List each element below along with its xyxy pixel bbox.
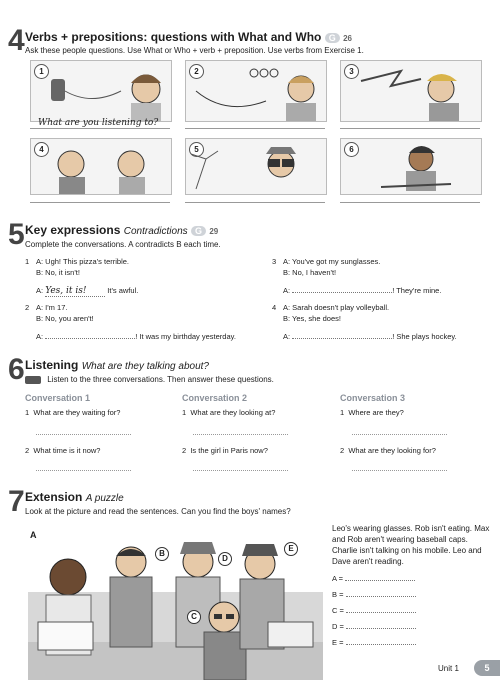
item-4-line-b: B: Yes, she does! — [283, 314, 341, 323]
answer-line-2 — [185, 128, 325, 129]
section-4-instruction: Ask these people questions. Use What or Who + verb + preposition. Use verbs from Exercise 1. — [25, 46, 364, 55]
item-number: 2 — [25, 303, 30, 312]
boy-label-d: D — [218, 552, 232, 566]
response-tail: ! It was my birthday yesterday. — [135, 332, 236, 341]
conv-1-answer-2[interactable] — [36, 470, 131, 471]
picture-number: 4 — [34, 142, 49, 157]
answer-c — [332, 606, 416, 615]
answer-line-4 — [30, 202, 170, 203]
section-4-title — [25, 30, 352, 44]
arguing-boys-illustration — [31, 139, 171, 194]
conversation-2-heading: Conversation 2 — [182, 393, 248, 403]
item-3-line-a: A: You've got my sunglasses. — [283, 257, 381, 266]
section-5-number: 5 — [8, 218, 25, 251]
conv-2-q2 — [182, 446, 268, 455]
binoculars-man-illustration — [186, 139, 326, 194]
section-6-instruction: Listen to the three conversations. Then answer these questions. — [47, 375, 274, 384]
answer-line-5 — [185, 202, 325, 203]
answer-line-3 — [340, 128, 480, 129]
section-7-instruction: Look at the picture and read the sentences. Can you find the boys' names? — [25, 507, 291, 516]
question-number: 1 — [182, 408, 187, 417]
speaker-a-label: A: — [283, 332, 291, 341]
answer-label: E = — [332, 638, 344, 647]
item-4-response — [283, 332, 457, 341]
section-5-title-text: Key expressions — [25, 223, 121, 237]
section-6-instruction-row — [25, 375, 274, 384]
answer-field[interactable] — [346, 638, 416, 645]
answer-field[interactable] — [346, 590, 416, 597]
question-text: What are they looking for? — [348, 446, 436, 455]
picture-number: 5 — [189, 142, 204, 157]
boys-sketch — [28, 522, 323, 680]
conv-3-answer-1[interactable] — [352, 434, 447, 435]
section-6-title-text: Listening — [25, 358, 79, 372]
answer-field[interactable] — [292, 286, 392, 293]
speaker-a-label: A: — [36, 286, 44, 295]
answer-field[interactable] — [346, 622, 416, 629]
answer-e — [332, 638, 416, 647]
picture-number: 6 — [344, 142, 359, 157]
answer-field[interactable] — [292, 332, 392, 339]
conv-2-answer-2[interactable] — [193, 470, 288, 471]
answer-label: A = — [332, 574, 344, 583]
picture-5 — [185, 138, 327, 195]
item-3-line-b: B: No, I haven't! — [283, 268, 337, 277]
conv-1-q2 — [25, 446, 100, 455]
picture-1 — [30, 60, 172, 122]
answer-field[interactable]: Yes, it is! — [45, 286, 105, 297]
grammar-ref-icon: G — [191, 226, 206, 236]
speaker-a-label: A: — [283, 286, 291, 295]
item-number: 4 — [272, 303, 277, 312]
conv-1-answer-1[interactable] — [36, 434, 131, 435]
answer-label: D = — [332, 622, 344, 631]
question-text: What are they waiting for? — [33, 408, 121, 417]
conv-2-answer-1[interactable] — [193, 434, 288, 435]
boy-label-a: A — [30, 530, 37, 540]
question-number: 2 — [340, 446, 345, 455]
section-6-number: 6 — [8, 353, 25, 386]
listening-girl-illustration — [31, 61, 171, 121]
item-3-response — [283, 286, 441, 295]
section-7-title — [25, 490, 124, 504]
section-4-number: 4 — [8, 24, 25, 57]
section-4-title-text: Verbs + prepositions: questions with What and Who — [25, 30, 322, 44]
item-1-line-a: A: Ugh! This pizza's terrible. — [36, 257, 129, 266]
picture-3 — [340, 60, 482, 122]
conv-3-q1 — [340, 408, 404, 417]
section-5-instruction: Complete the conversations. A contradicts B each time. — [25, 240, 221, 249]
question-number: 1 — [25, 408, 30, 417]
answer-d — [332, 622, 416, 631]
question-number: 2 — [182, 446, 187, 455]
conversation-1-heading: Conversation 1 — [25, 393, 91, 403]
unit-label: Unit 1 — [438, 664, 459, 673]
page-number: 5 — [474, 660, 500, 676]
thinking-girl-illustration — [186, 61, 326, 121]
answer-1-text: What are you listening to? — [38, 118, 159, 128]
item-number: 3 — [272, 257, 277, 266]
boy-label-b: B — [155, 547, 169, 561]
item-4-line-a: A: Sarah doesn't play volleyball. — [283, 303, 390, 312]
conversation-3-heading: Conversation 3 — [340, 393, 406, 403]
answer-label: C = — [332, 606, 344, 615]
grammar-ref-number: 29 — [209, 227, 219, 236]
boy-label-c: C — [187, 610, 201, 624]
section-5-title — [25, 223, 218, 237]
answer-line-6 — [340, 202, 480, 203]
section-5-subtitle: Contradictions — [123, 226, 188, 237]
item-2-line-b: B: No, you aren't! — [36, 314, 94, 323]
question-number: 2 — [25, 446, 30, 455]
picture-2 — [185, 60, 327, 122]
grammar-ref-icon: G — [325, 33, 340, 43]
section-7-subtitle: A puzzle — [85, 493, 124, 504]
girl-on-bike-illustration — [341, 139, 481, 194]
question-text: Where are they? — [348, 408, 404, 417]
picture-number: 1 — [34, 64, 49, 79]
answer-label: B = — [332, 590, 344, 599]
puzzle-clues: Leo's wearing glasses. Rob isn't eating. Max and Rob aren't wearing baseball caps. Charlie isn't talking on his mobile. Leo and Dave aren't reading. — [332, 524, 490, 566]
section-6-subtitle: What are they talking about? — [81, 361, 209, 372]
answer-field[interactable] — [45, 332, 135, 339]
section-6-title — [25, 358, 209, 372]
response-tail: ! She plays hockey. — [392, 332, 457, 341]
conv-3-q2 — [340, 446, 436, 455]
question-text: What are they looking at? — [190, 408, 276, 417]
item-2-line-a: A: I'm 17. — [36, 303, 68, 312]
question-text: Is the girl in Paris now? — [190, 446, 268, 455]
section-7-title-text: Extension — [25, 490, 83, 504]
conv-1-q1 — [25, 408, 120, 417]
item-number: 1 — [25, 257, 30, 266]
picture-4 — [30, 138, 172, 195]
item-1-line-b: B: No, it isn't! — [36, 268, 80, 277]
section-7-number: 7 — [8, 485, 25, 518]
response-tail: It's awful. — [107, 286, 139, 295]
picture-number: 2 — [189, 64, 204, 79]
question-number: 1 — [340, 408, 345, 417]
answer-field[interactable] — [345, 574, 415, 581]
response-tail: ! They're mine. — [392, 286, 442, 295]
answer-field[interactable] — [346, 606, 416, 613]
boy-label-e: E — [284, 542, 298, 556]
answer-line-1 — [30, 128, 170, 129]
question-text: What time is it now? — [33, 446, 101, 455]
speaker-a-label: A: — [36, 332, 44, 341]
conv-2-q1 — [182, 408, 275, 417]
boys-puzzle-illustration — [28, 522, 323, 680]
answer-b — [332, 590, 416, 599]
cassette-icon[interactable] — [25, 376, 41, 384]
picture-6 — [340, 138, 482, 195]
answer-a — [332, 574, 415, 583]
phone-girl-illustration — [341, 61, 481, 121]
item-2-response — [36, 332, 236, 341]
item-1-response — [36, 286, 138, 297]
picture-number: 3 — [344, 64, 359, 79]
conv-3-answer-2[interactable] — [352, 470, 447, 471]
grammar-ref-number: 26 — [343, 34, 352, 43]
